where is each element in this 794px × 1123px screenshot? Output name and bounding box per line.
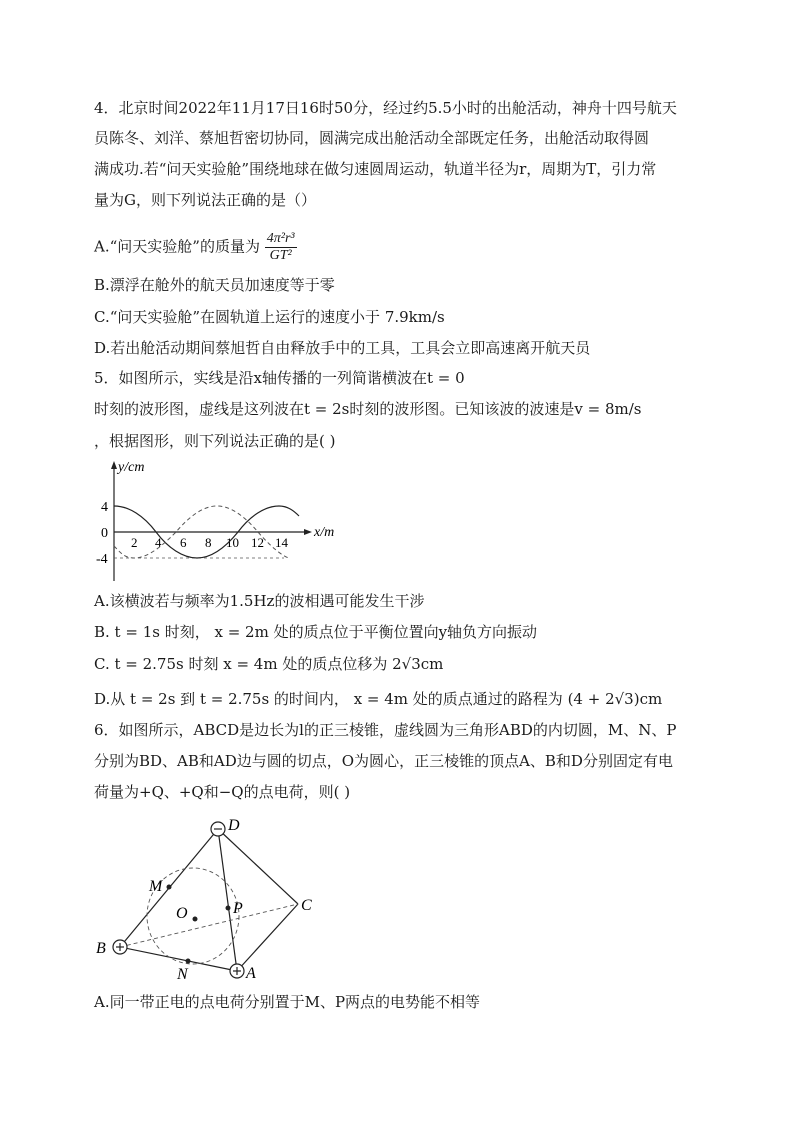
wave-xtick-4: 4 (155, 535, 162, 550)
label-A: A (246, 965, 256, 982)
label-O: O (176, 905, 188, 922)
wave-ytick-neg4: -4 (96, 552, 108, 567)
q6-option-a: A.同一带正电的点电荷分别置于M、P两点的电势能不相等 (94, 993, 481, 1011)
q4-option-b: B.漂浮在舱外的航天员加速度等于零 (94, 276, 335, 294)
q4-option-a (94, 231, 297, 264)
point-N (186, 959, 191, 964)
q4-option-a-numerator: 4π²r³ (266, 231, 295, 246)
label-M: M (149, 878, 163, 895)
q5-option-c: C. t = 2.75s 时刻 x = 4m 处的质点位移为 2√3cm (94, 655, 444, 673)
q5-line-2: 时刻的波形图，虚线是这列波在t = 2s时刻的波形图。已知该波的波速是v = 8m/s (94, 400, 642, 418)
wave-xlabel: x/m (314, 525, 335, 540)
edge-AC (237, 904, 298, 971)
wave-xtick-2: 2 (131, 535, 138, 550)
label-B: B (96, 940, 106, 957)
wave-graph (94, 456, 354, 586)
q5-option-a: A.该横波若与频率为1.5Hz的波相遇可能发生干涉 (94, 592, 425, 610)
q6-line-3: 荷量为+Q、+Q和−Q的点电荷，则( ) (94, 783, 351, 801)
label-N: N (177, 966, 188, 982)
edge-BC (120, 904, 298, 947)
wave-ytick-4: 4 (101, 500, 108, 515)
q4-option-a-fraction (265, 231, 297, 264)
q4-option-a-denominator: GT² (269, 248, 292, 263)
wave-y-arrow (111, 461, 117, 469)
wave-ylabel: y/cm (118, 460, 145, 475)
wave-x-arrow (304, 529, 312, 535)
label-D: D (228, 817, 240, 834)
edge-DC (218, 829, 298, 904)
q4-line-3: 满成功.若“问天实验舱”围绕地球在做匀速圆周运动，轨道半径为r，周期为T，引力常 (94, 160, 657, 178)
q5-line-3: ，根据图形，则下列说法正确的是( ) (94, 432, 336, 450)
q6-line-1: 6．如图所示，ABCD是边长为l的正三棱锥，虚线圆为三角形ABD的内切圆，M、N、P (94, 721, 677, 739)
q4-line-1: 4．北京时间2022年11月17日16时50分，经过约5.5小时的出舱活动，神舟十四号航天 (94, 99, 677, 117)
q4-option-c: C.“问天实验舱”在圆轨道上运行的速度小于 7.9km/s (94, 308, 445, 326)
q5-option-b: B. t = 1s 时刻， x = 2m 处的质点位于平衡位置向y轴负方向振动 (94, 623, 538, 641)
q6-line-2: 分别为BD、AB和AD边与圆的切点，O为圆心，正三棱锥的顶点A、B和D分别固定有电 (94, 752, 673, 770)
wave-xtick-10: 10 (226, 535, 239, 550)
q4-option-a-text: A.“问天实验舱”的质量为 (94, 237, 260, 256)
wave-xtick-14: 14 (275, 535, 288, 550)
q5-line-1: 5．如图所示，实线是沿x轴传播的一列简谐横波在t = 0 (94, 369, 465, 387)
wave-xtick-8: 8 (205, 535, 212, 550)
point-M (167, 885, 172, 890)
wave-ytick-0: 0 (101, 526, 108, 541)
label-P: P (233, 900, 243, 917)
wave-xtick-6: 6 (180, 535, 187, 550)
q4-option-d: D.若出舱活动期间蔡旭哲自由释放手中的工具，工具会立即高速离开航天员 (94, 339, 591, 357)
point-P (226, 906, 231, 911)
q4-line-4: 量为G，则下列说法正确的是（） (94, 191, 316, 209)
wave-xtick-12: 12 (251, 535, 264, 550)
tetrahedron-diagram (90, 812, 330, 982)
q5-option-d: D.从 t = 2s 到 t = 2.75s 的时间内， x = 4m 处的质点通过的路程为 (4 + 2√3)cm (94, 690, 663, 708)
label-C: C (301, 897, 312, 914)
q4-line-2: 员陈冬、刘洋、蔡旭哲密切协同，圆满完成出舱活动全部既定任务，出舱活动取得圆 (94, 129, 650, 147)
point-O (193, 917, 198, 922)
